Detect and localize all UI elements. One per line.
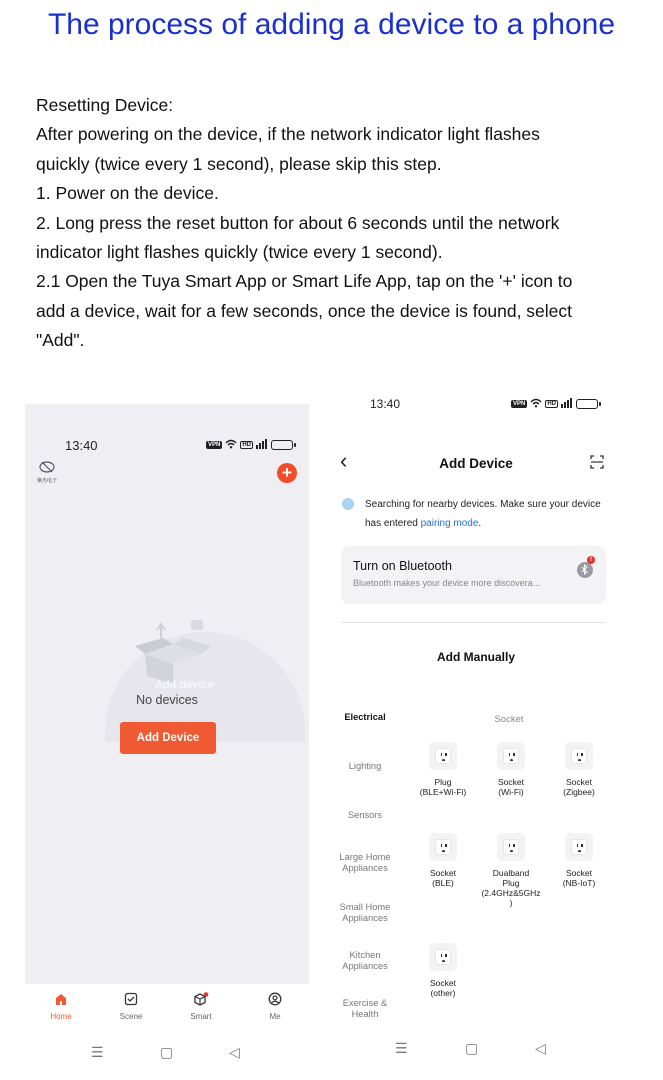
bluetooth-card[interactable] <box>341 546 606 604</box>
home-button-icon[interactable]: ▢ <box>465 1040 479 1056</box>
category-sidebar <box>331 706 399 1019</box>
device-item[interactable] <box>549 742 609 797</box>
brand-logo[interactable] <box>37 460 57 484</box>
category-item[interactable]: Kitchen Appliances <box>342 950 388 971</box>
tab-home[interactable] <box>36 992 86 1021</box>
add-plus-button[interactable]: + <box>277 463 297 483</box>
back-nav-icon[interactable]: ◁ <box>535 1040 546 1056</box>
socket-icon <box>497 742 525 770</box>
back-button[interactable]: ‹ <box>340 448 348 473</box>
user-icon <box>250 992 300 1012</box>
tab-scene[interactable] <box>106 992 156 1021</box>
category-item[interactable]: Large Home Appliances <box>339 852 391 873</box>
vpn-icon: VPN <box>513 401 526 407</box>
socket-icon <box>429 833 457 861</box>
socket-icon <box>429 943 457 971</box>
system-nav-bar <box>25 1032 309 1076</box>
socket-icon <box>497 833 525 861</box>
category-item[interactable]: Small Home Appliances <box>339 902 391 923</box>
bluetooth-icon <box>577 562 593 578</box>
searching-text-end: . <box>478 518 482 529</box>
tab-smart[interactable] <box>176 992 226 1021</box>
signal-icon <box>256 439 268 451</box>
device-label: Dualband Plug (2.4GHz&5GHz ) <box>481 868 541 908</box>
socket-icon <box>565 742 593 770</box>
tab-label: Me <box>269 1012 281 1021</box>
instruction-line: Resetting Device: <box>36 95 174 115</box>
empty-box-icon <box>133 618 213 688</box>
instructions-text <box>36 91 636 356</box>
device-label: Socket (Wi-Fi) <box>498 777 524 797</box>
instruction-line: 1. Power on the device. <box>36 183 219 204</box>
pairing-mode-link[interactable]: pairing mode <box>420 518 479 529</box>
searching-message <box>365 495 615 533</box>
status-icons <box>206 439 293 451</box>
device-item[interactable] <box>549 833 609 888</box>
instruction-line: add a device, wait for a few seconds, once the device is found, select <box>36 300 573 321</box>
warning-badge: ! <box>587 556 595 564</box>
tab-label: Smart <box>190 1012 212 1021</box>
bluetooth-title: Turn on Bluetooth <box>353 559 452 573</box>
device-label: Plug (BLE+Wi-Fi) <box>419 777 467 797</box>
wifi-icon <box>225 439 237 451</box>
wifi-icon <box>530 398 542 410</box>
device-label: Socket (BLE) <box>430 868 456 888</box>
brand-logo-icon <box>37 460 57 478</box>
add-device-screen <box>331 388 621 1076</box>
socket-icon <box>565 833 593 861</box>
socket-heading: Socket <box>494 714 524 725</box>
cube-icon <box>176 992 226 1012</box>
battery-icon <box>576 399 598 409</box>
category-item[interactable]: Sensors <box>347 810 383 820</box>
category-item[interactable]: Exercise & Health <box>342 998 388 1019</box>
device-label: Socket (NB-IoT) <box>562 868 596 888</box>
home-button-icon[interactable]: ▢ <box>160 1044 174 1060</box>
status-time: 13:40 <box>370 397 401 411</box>
empty-state-text: No devices <box>136 693 198 707</box>
searching-indicator-icon <box>342 498 354 510</box>
bottom-tab-bar <box>25 984 309 1032</box>
searching-text: Searching for nearby devices. Make sure your device has entered <box>365 499 601 529</box>
instruction-line: indicator light flashes quickly (twice every 1 second). <box>36 242 443 263</box>
scan-icon[interactable] <box>590 455 604 469</box>
page-title: Add Device <box>439 456 513 471</box>
instruction-line: 2.1 Open the Tuya Smart App or Smart Life App, tap on the '+' icon to <box>36 271 573 292</box>
menu-icon[interactable]: ☰ <box>91 1044 104 1060</box>
status-time: 13:40 <box>65 438 98 453</box>
status-icons <box>511 398 598 410</box>
instruction-line: After powering on the device, if the network indicator light flashes <box>36 124 540 145</box>
tab-label: Home <box>50 1012 72 1021</box>
device-item[interactable] <box>481 833 541 908</box>
divider <box>341 622 606 623</box>
category-item[interactable]: Lighting <box>348 761 382 771</box>
home-icon <box>36 992 86 1012</box>
device-item[interactable] <box>413 943 473 998</box>
device-item[interactable] <box>481 742 541 797</box>
device-label: Socket (Zigbee) <box>563 777 595 797</box>
brand-logo-text: 聚杰电子 <box>37 478 58 484</box>
vpn-icon: VPN <box>208 442 221 448</box>
back-nav-icon[interactable]: ◁ <box>229 1044 240 1060</box>
tab-me[interactable] <box>250 992 300 1021</box>
hd-icon: HD <box>547 401 557 407</box>
system-nav-bar <box>331 1028 621 1068</box>
socket-icon <box>429 742 457 770</box>
checkbox-icon <box>106 992 156 1012</box>
instruction-line: "Add". <box>36 330 85 351</box>
add-manually-title: Add Manually <box>436 650 515 664</box>
signal-icon <box>561 398 573 410</box>
hd-icon: HD <box>242 442 252 448</box>
menu-icon[interactable]: ☰ <box>395 1040 408 1056</box>
tab-label: Scene <box>119 1012 143 1021</box>
bluetooth-subtitle: Bluetooth makes your device more discovera... <box>353 578 541 588</box>
home-screen <box>25 404 309 1076</box>
illustration-caption: Add device <box>155 679 214 691</box>
page-heading: The process of adding a device to a phone <box>47 8 616 41</box>
battery-icon <box>271 440 293 450</box>
instruction-line: quickly (twice every 1 second), please skip this step. <box>36 153 442 174</box>
category-item[interactable]: Electrical <box>344 712 386 722</box>
device-label: Socket (other) <box>430 978 456 998</box>
instruction-line: 2. Long press the reset button for about 6 seconds until the network <box>36 212 560 233</box>
device-item[interactable] <box>413 833 473 888</box>
add-device-button[interactable]: Add Device <box>120 722 216 754</box>
device-item[interactable] <box>413 742 473 797</box>
